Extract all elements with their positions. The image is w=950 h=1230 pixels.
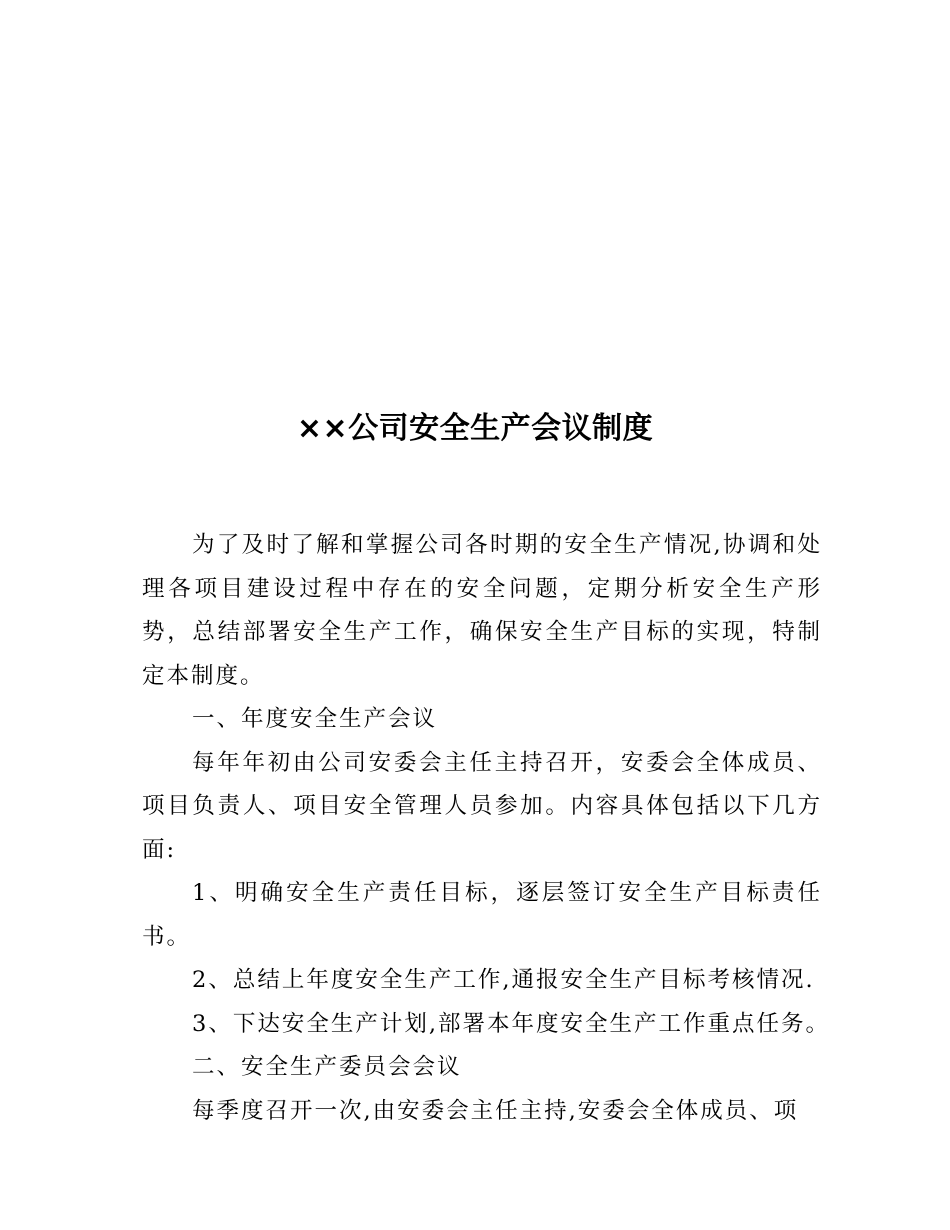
section-heading-committee-meeting: 二、安全生产委员会会议: [192, 1054, 462, 1080]
intro-paragraph: 为了及时了解和掌握公司各时期的安全生产情况,协调和处理各项目建设过程中存在的安全问题，定期分析安全生产形势，总结部署安全生产工作，确保安全生产目标的实现，特制定本制度。: [142, 532, 822, 689]
section-heading-annual-meeting: 一、年度安全生产会议: [192, 706, 438, 732]
annual-meeting-paragraph: 每年年初由公司安委会主任主持召开，安委会全体成员、项目负责人、项目安全管理人员参加。内容具体包括以下几方面:: [142, 749, 822, 863]
document-title: ××公司安全生产会议制度: [296, 411, 654, 446]
committee-meeting-paragraph: 每季度召开一次,由安委会主任主持,安委会全体成员、项: [192, 1097, 799, 1124]
document-body: [142, 524, 830, 1133]
list-item-2: 2、总结上年度安全生产工作,通报安全生产目标考核情况.: [192, 967, 815, 993]
list-item-3: 3、下达安全生产计划,部署本年度安全生产工作重点任务。: [192, 1010, 830, 1037]
list-item-1: 1、明确安全生产责任目标，逐层签订安全生产目标责任书。: [142, 880, 822, 950]
